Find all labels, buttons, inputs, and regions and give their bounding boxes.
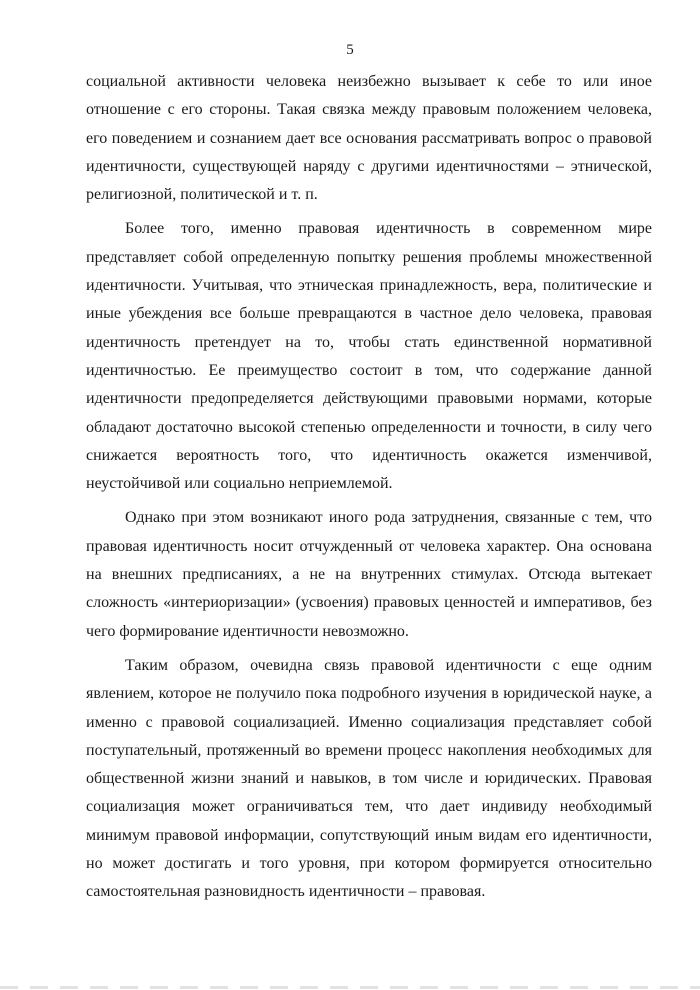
paragraph-3: Однако при этом возникают иного рода затруднения, связанные с тем, что правовая идентичность носит отчужденный от человека характер. Она основана на внешних предписаниях, а не на внутренних стимулах. Отсюда вытекает сложность «интериоризации» (усвоения) правовых ценностей и императивов, без чего формирование идентичности невозможно. <box>86 509 652 640</box>
paragraph-1: социальной активности человека неизбежно вызывает к себе то или иное отношение с его стороны. Такая связка между правовым положением человека, его поведением и сознанием дает все основания рассматривать вопрос о правовой идентичности, существующей наряду с другими идентичностями – этнической, религиозной, политической и т. п. <box>86 73 652 204</box>
page-number: 5 <box>346 42 354 58</box>
paragraph-2: Более того, именно правовая идентичность в современном мире представляет собой определенную попытку решения проблемы множественной идентичности. Учитывая, что этническая принадлежность, вера, политические и иные убеждения все больше превращаются в частное дело человека, правовая идентичность претендует на то, чтобы стать единственной нормативной идентичностью. Ее преимущество состоит в том, что содержание данной идентичности предопределяется действующими правовыми нормами, которые обладают достаточно высокой степенью определенности и точности, в силу чего снижается вероятность того, что идентичность окажется изменчивой, неустойчивой или социально неприемлемой. <box>86 220 652 493</box>
paragraph-4: Таким образом, очевидна связь правовой идентичности с еще одним явлением, которое не получило пока подробного изучения в юридической науке, а именно с правовой социализацией. Именно социализация представляет собой поступательный, протяженный во времени процесс накопления необходимых для общественной жизни знаний и навыков, в том числе и юридических. Правовая социализация может ограничиваться тем, что дает индивиду необходимый минимум правовой информации, сопутствующий иным видам его идентичности, но может достигать и того уровня, при котором формируется относительно самостоятельная разновидность идентичности – правовая. <box>86 656 652 901</box>
scan-edge-artifact <box>0 986 700 989</box>
body-text <box>86 68 652 913</box>
